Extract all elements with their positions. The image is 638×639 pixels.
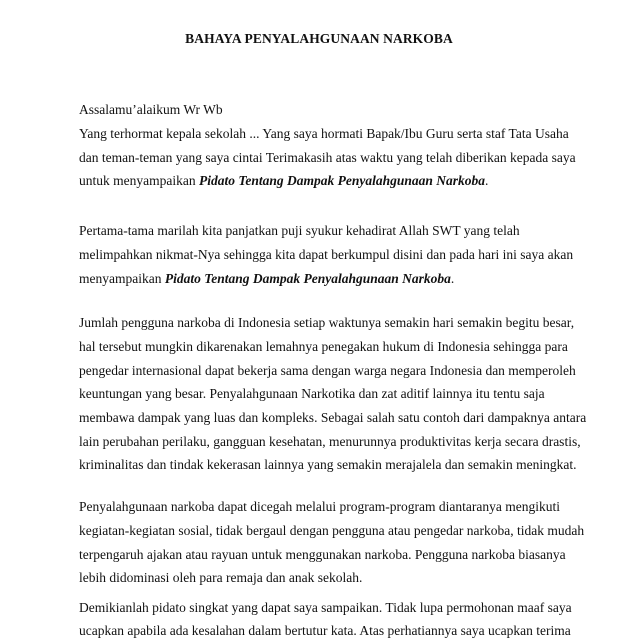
greeting-line	[79, 173, 488, 189]
document-title: BAHAYA PENYALAHGUNAAN NARKOBA	[185, 31, 453, 46]
greeting-line: dan teman-teman yang saya cintai Terimakasih atas waktu yang telah diberikan kepada saya	[79, 150, 576, 165]
greeting-line: Assalamu’alaikum Wr Wb	[79, 102, 223, 117]
paragraph-line: kriminalitas dan tindak kekerasan lainnya yang semakin merajalela dan semakin meningkat.	[79, 457, 577, 472]
paragraph-line: Jumlah pengguna narkoba di Indonesia setiap waktunya semakin hari semakin begitu besar,	[79, 315, 575, 330]
paragraph-line: kegiatan-kegiatan sosial, tidak bergaul dengan pengguna atau pengedar narkoba, tidak mudah	[79, 523, 585, 538]
paragraph-line: melimpahkan nikmat-Nya sehingga kita dapat berkumpul disini dan pada hari ini saya akan	[79, 247, 574, 262]
paragraph-line: Demikianlah pidato singkat yang dapat saya sampaikan. Tidak lupa permohonan maaf saya	[79, 600, 572, 615]
emphasis-speech-title: Pidato Tentang Dampak Penyalahgunaan Narkoba	[198, 173, 486, 188]
text-run: menyampaikan	[79, 271, 165, 286]
text-run: .	[450, 271, 455, 286]
paragraph-line: terpengaruh ajakan atau rayuan untuk menggunakan narkoba. Pengguna narkoba biasanya	[79, 547, 566, 562]
text-run: untuk menyampaikan	[79, 173, 199, 188]
paragraph-line: membawa dampak yang luas dan kompleks. Sebagai salah satu contoh dari dampaknya antara	[79, 410, 587, 425]
emphasis-speech-title: Pidato Tentang Dampak Penyalahgunaan Narkoba	[164, 271, 451, 286]
paragraph-line: lebih didominasi oleh para remaja dan anak sekolah.	[79, 570, 363, 585]
paragraph-line	[79, 271, 454, 287]
greeting-line: Yang terhormat kepala sekolah ... Yang saya hormati Bapak/Ibu Guru serta staf Tata Usaha	[79, 126, 569, 141]
paragraph-line: keuntungan yang besar. Penyalahgunaan Narkotika dan zat aditif lainnya itu tentu saja	[79, 386, 545, 401]
paragraph-line: Penyalahgunaan narkoba dapat dicegah melalui program-program diantaranya mengikuti	[79, 499, 560, 514]
paragraph-line: hal tersebut mungkin dikarenakan lemahnya penegakan hukum di Indonesia sehingga para	[79, 339, 568, 354]
paragraph-line: pengedar internasional dapat bekerja sama dengan warga negara Indonesia dan memperoleh	[79, 363, 576, 378]
text-run: .	[485, 173, 489, 188]
paragraph-line: ucapkan apabila ada kesalahan dalam bertutur kata. Atas perhatiannya saya ucapkan terima	[79, 623, 571, 638]
paragraph-line: lain perubahan perilaku, gangguan kesehatan, menurunnya produktivitas kerja secara drastis,	[79, 434, 581, 449]
paragraph-line: Pertama-tama marilah kita panjatkan puji syukur kehadirat Allah SWT yang telah	[79, 223, 520, 238]
